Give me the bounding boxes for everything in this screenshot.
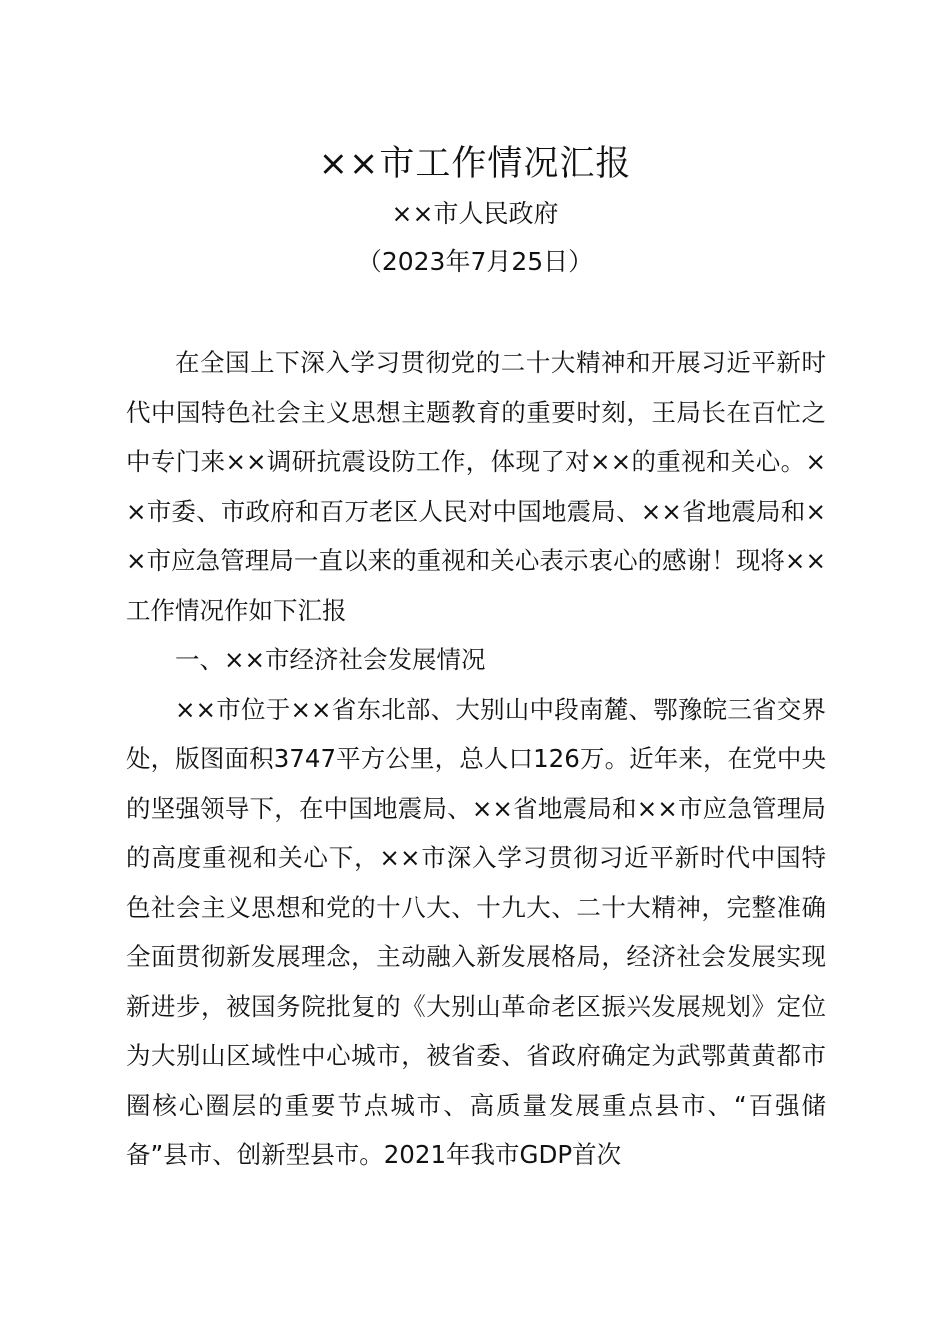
document-date: （2023年7月25日）: [356, 247, 594, 276]
document-body: [126, 338, 826, 1180]
document-issuer: ××市人民政府: [391, 199, 559, 228]
body-paragraph: ××市位于××省东北部、大别山中段南麓、鄂豫皖三省交界处，版图面积3747平方公里，总人口126万。近年来，在党中央的坚强领导下，在中国地震局、××省地震局和××市应急管理局的高度重视和关心下，××市深入学习贯彻习近平新时代中国特色社会主义思想和党的十八大、十九大、二十大精神，完整准确全面贯彻新发展理念，主动融入新发展格局，经济社会发展实现新进步，被国务院批复的《大别山革命老区振兴发展规划》定位为大别山区域性中心城市，被省委、省政府确定为武鄂黄黄都市圈核心圈层的重要节点城市、高质量发展重点县市、“百强储备”县市、创新型县市。2021年我市GDP首次: [126, 694, 826, 1169]
section-heading: 一、××市经济社会发展情况: [175, 645, 486, 674]
document-title: ××市工作情况汇报: [318, 144, 632, 184]
intro-paragraph: 在全国上下深入学习贯彻党的二十大精神和开展习近平新时代中国特色社会主义思想主题教育的重要时刻，王局长在百忙之中专门来××调研抗震设防工作，体现了对××的重视和关心。××市委、市政府和百万老区人民对中国地震局、××省地震局和××市应急管理局一直以来的重视和关心表示衷心的感谢！现将××工作情况作如下汇报: [126, 348, 826, 625]
